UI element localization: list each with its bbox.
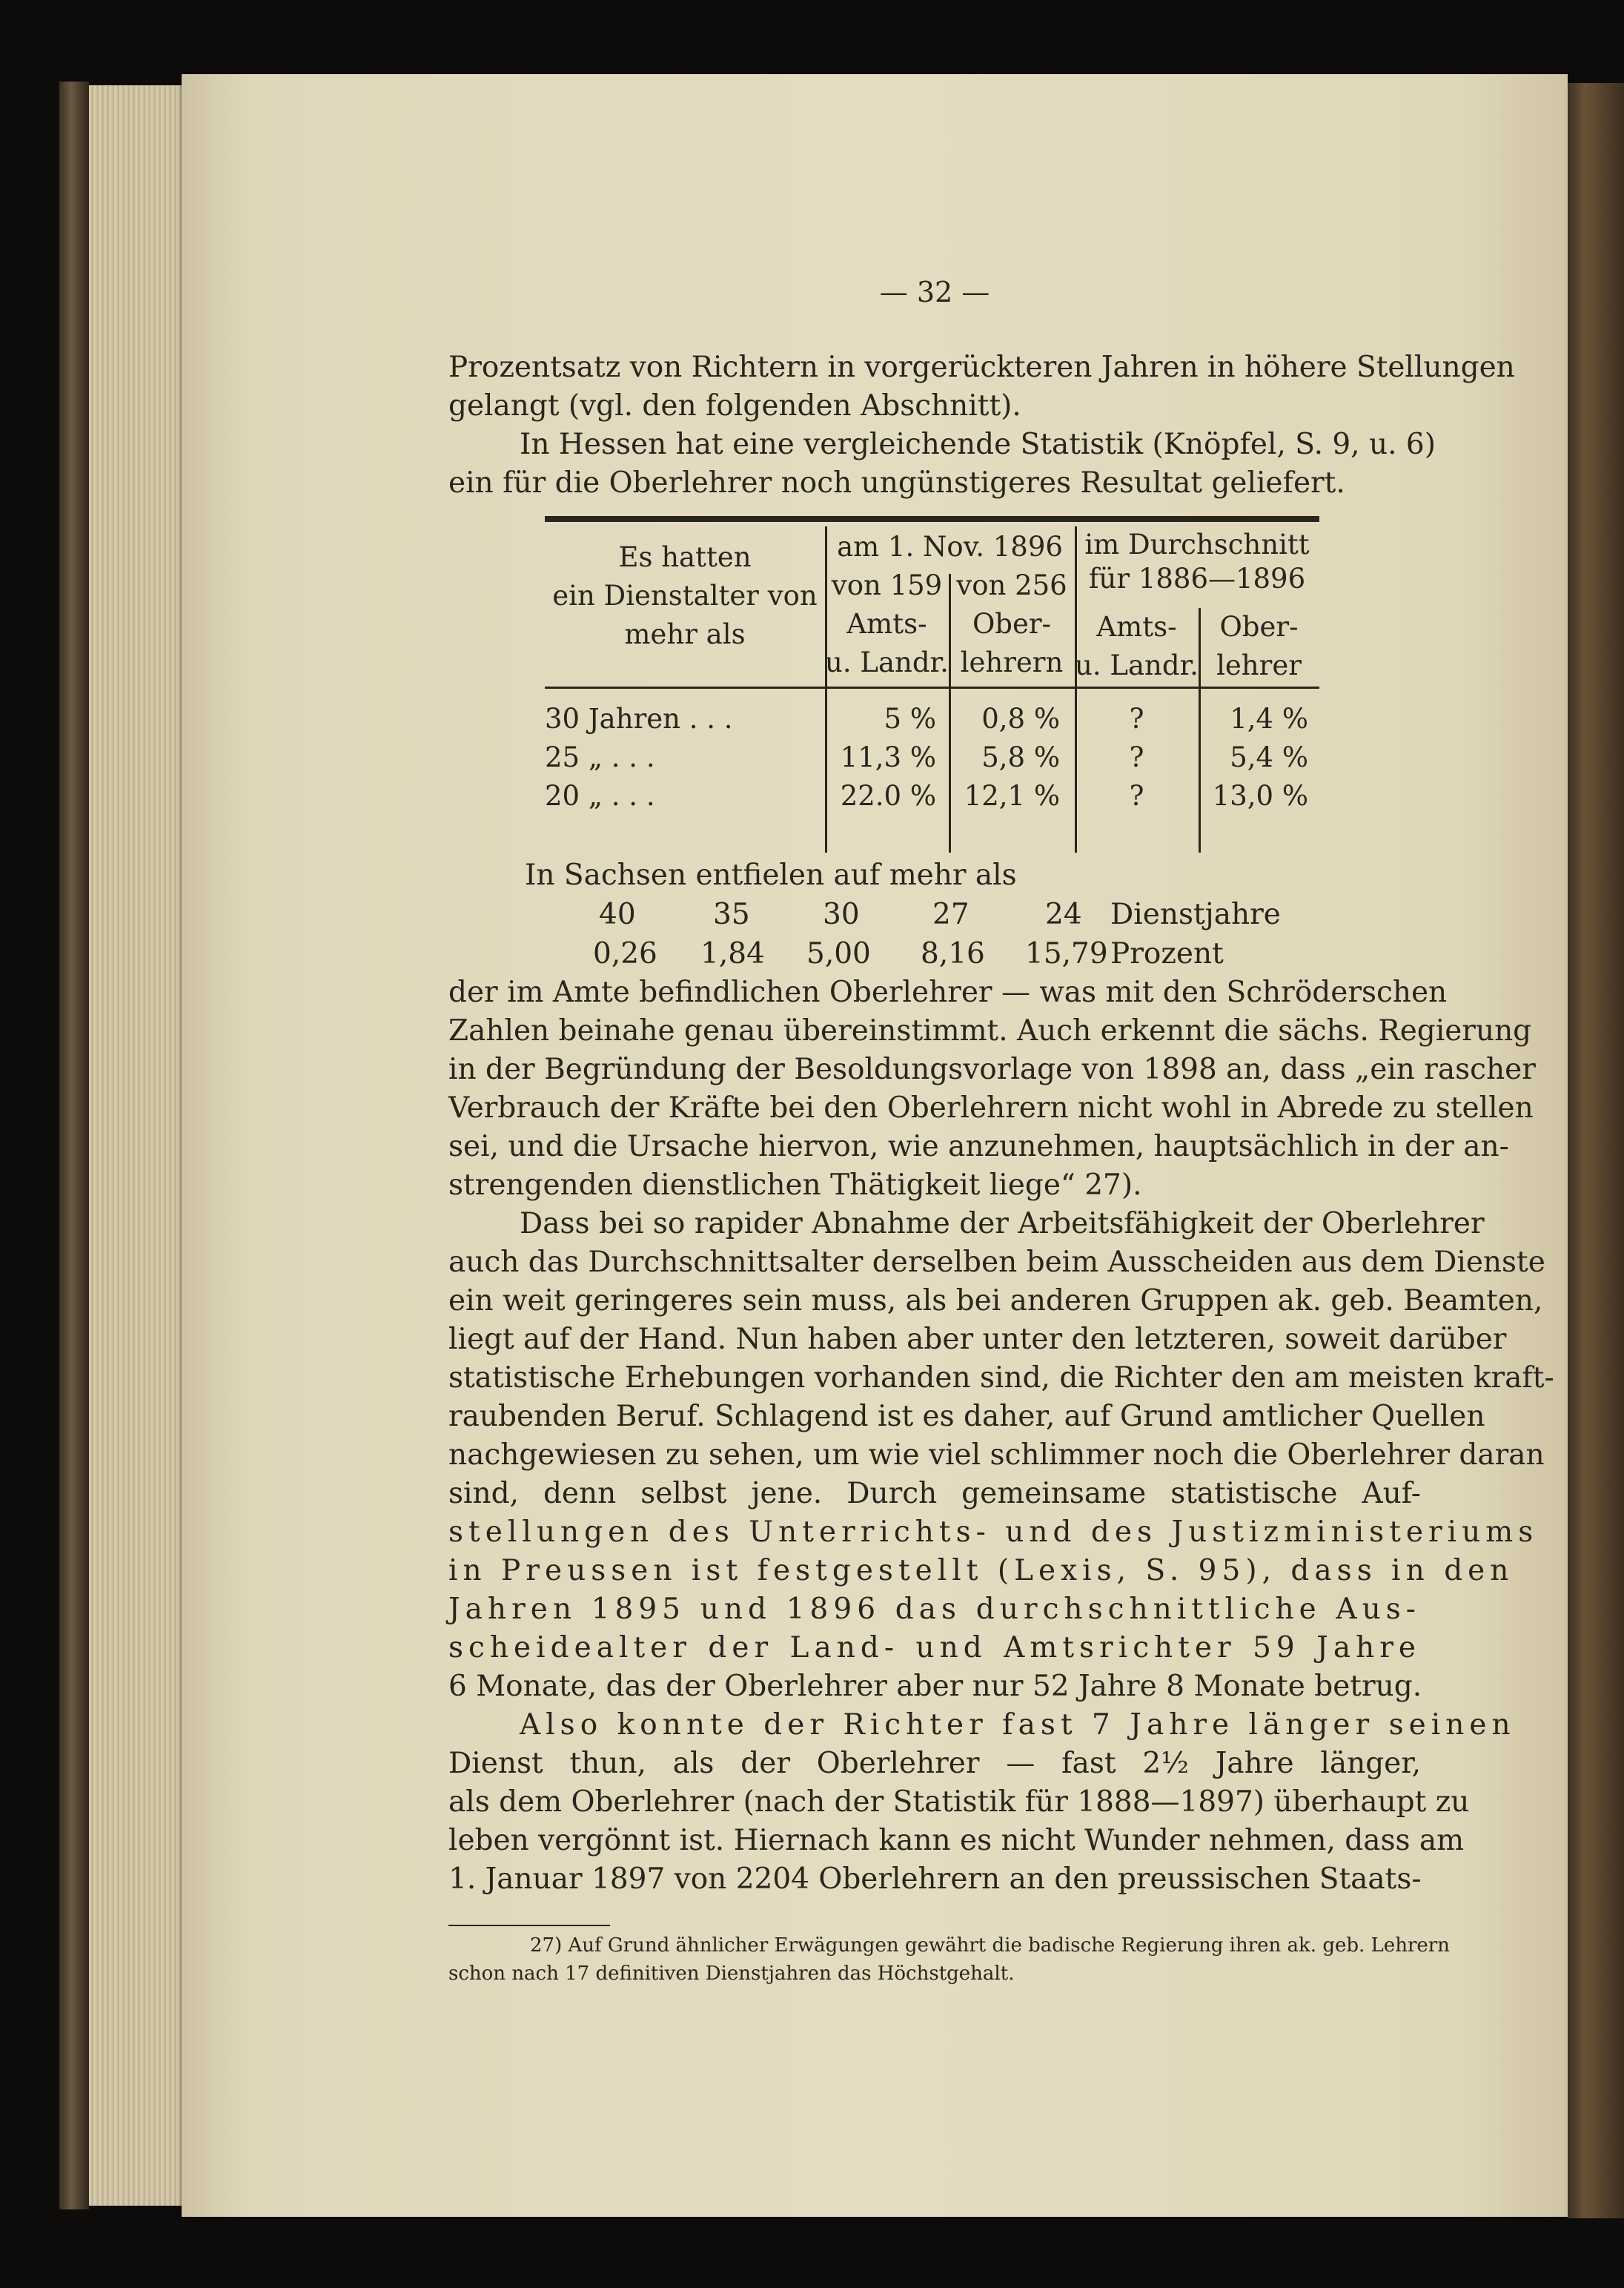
sachsen-percent-label: Prozent xyxy=(1110,937,1224,971)
table-cell: 0,8 % xyxy=(981,703,1060,735)
text-line: Dienst thun, als der Oberlehrer — fast 2½ Jahre länger, xyxy=(448,1747,1421,1780)
footnote-line: schon nach 17 definitiven Dienstjahren das Höchstgehalt. xyxy=(448,1963,1015,1985)
table-cell: 12,1 % xyxy=(964,780,1060,812)
table-cell: 5,8 % xyxy=(981,741,1060,773)
footnote-rule xyxy=(448,1925,610,1926)
table-cell: 22.0 % xyxy=(840,780,936,812)
header-group2-sub1: Amts- u. Landr. xyxy=(1075,611,1199,681)
sachsen-percent: 5,00 xyxy=(806,937,871,971)
table-row-label: 25 „ . . . xyxy=(545,741,655,773)
table-cell: ? xyxy=(1129,741,1144,773)
footnote xyxy=(448,1931,1450,1988)
text-line: scheidealter der Land- und Amtsrichter 59 Jahre xyxy=(448,1631,1421,1664)
header-group1-sub2: von 256 Ober- lehrern xyxy=(956,569,1067,678)
table-cell: 5,4 % xyxy=(1230,741,1308,773)
table-header-rule xyxy=(545,687,1319,689)
text-line: in Preussen ist festgestellt (Lexis, S. 95), dass in den xyxy=(448,1554,1514,1587)
text-line: Also konnte der Richter fast 7 Jahre länger seinen xyxy=(520,1708,1516,1742)
sachsen-year: 30 xyxy=(823,898,860,931)
body-text xyxy=(448,973,1554,1899)
table-top-rule xyxy=(545,516,1319,522)
sachsen-percent: 0,26 xyxy=(593,937,657,971)
page-edges xyxy=(89,85,185,2206)
sachsen-percent: 8,16 xyxy=(921,937,985,971)
text-line: sei, und die Ursache hiervon, wie anzunehmen, hauptsächlich in der an- xyxy=(448,1130,1509,1163)
text-line: auch das Durchschnittsalter derselben beim Ausscheiden aus dem Dienste xyxy=(448,1246,1545,1279)
header-group1-sub1: von 159 Amts- u. Landr. xyxy=(825,569,949,678)
sachsen-years-label: Dienstjahre xyxy=(1110,898,1281,931)
table-cell: ? xyxy=(1129,703,1144,735)
text-line: gelangt (vgl. den folgenden Abschnitt). xyxy=(448,389,1021,423)
footnote-line: 27) Auf Grund ähnlicher Erwägungen gewährt die badische Regierung ihren ak. geb. Lehrern xyxy=(530,1934,1450,1957)
sachsen-percent: 1,84 xyxy=(700,937,765,971)
table-cell: 11,3 % xyxy=(840,741,936,773)
text-line: Zahlen beinahe genau übereinstimmt. Auch erkennt die sächs. Regierung xyxy=(448,1014,1532,1048)
sachsen-percent: 15,79 xyxy=(1025,937,1108,971)
text-line: Prozentsatz von Richtern in vorgerückteren Jahren in höhere Stellungen xyxy=(448,351,1515,384)
text-line: der im Amte befindlichen Oberlehrer — was mit den Schröderschen xyxy=(448,976,1448,1009)
text-line: als dem Oberlehrer (nach der Statistik für 1888—1897) überhaupt zu xyxy=(448,1785,1470,1819)
table-cell: 13,0 % xyxy=(1212,780,1308,812)
intro-paragraph xyxy=(448,348,1515,503)
text-line: strengenden dienstlichen Thätigkeit liege“ 27). xyxy=(448,1168,1142,1202)
page-number: — 32 — xyxy=(879,276,990,308)
text-line: Jahren 1895 und 1896 das durchschnittliche Aus- xyxy=(448,1593,1421,1626)
text-line: raubenden Beruf. Schlagend ist es daher, auf Grund amtlicher Quellen xyxy=(448,1400,1485,1433)
text-line: Dass bei so rapider Abnahme der Arbeitsfähigkeit der Oberlehrer xyxy=(520,1207,1485,1240)
text-line: ein für die Oberlehrer noch ungünstigeres Resultat geliefert. xyxy=(448,466,1345,500)
text-line: statistische Erhebungen vorhanden sind, die Richter den am meisten kraft- xyxy=(448,1361,1554,1395)
text-line: leben vergönnt ist. Hiernach kann es nicht Wunder nehmen, dass am xyxy=(448,1824,1465,1857)
table-cell: 1,4 % xyxy=(1230,703,1308,735)
book-spine xyxy=(59,82,89,2209)
sachsen-year: 27 xyxy=(932,898,970,931)
header-group2-sub2: Ober- lehrer xyxy=(1216,611,1302,681)
text-line: Verbrauch der Kräfte bei den Oberlehrern nicht wohl in Abrede zu stellen xyxy=(448,1091,1534,1125)
text-line: sind, denn selbst jene. Durch gemeinsame statistische Auf- xyxy=(448,1477,1421,1510)
facing-page-edge xyxy=(1568,83,1624,2218)
sachsen-year: 40 xyxy=(599,898,636,931)
text-line: In Hessen hat eine vergleichende Statistik (Knöpfel, S. 9, u. 6) xyxy=(520,428,1436,461)
sachsen-intro: In Sachsen entfielen auf mehr als xyxy=(525,859,1017,892)
text-line: 6 Monate, das der Oberlehrer aber nur 52 Jahre 8 Monate betrug. xyxy=(448,1670,1422,1703)
text-line: ein weit geringeres sein muss, als bei anderen Gruppen ak. geb. Beamten, xyxy=(448,1284,1543,1317)
table-cell: ? xyxy=(1129,780,1144,812)
text-line: 1. Januar 1897 von 2204 Oberlehrern an den preussischen Staats- xyxy=(448,1862,1422,1896)
table-row-label: 30 Jahren . . . xyxy=(545,703,733,735)
text-line: nachgewiesen zu sehen, um wie viel schlimmer noch die Oberlehrer daran xyxy=(448,1438,1545,1472)
header-col1: Es hatten ein Dienstalter von mehr als xyxy=(552,541,818,650)
text-line: liegt auf der Hand. Nun haben aber unter den letzteren, soweit darüber xyxy=(448,1323,1507,1356)
text-line: in der Begründung der Besoldungsvorlage von 1898 an, dass „ein rascher xyxy=(448,1053,1536,1086)
table-row-label: 20 „ . . . xyxy=(545,780,655,812)
header-group2: im Durchschnitt für 1886—1896 xyxy=(1084,529,1310,595)
statistics-table xyxy=(545,516,1319,850)
table-cell: 5 % xyxy=(884,703,936,735)
sachsen-year: 24 xyxy=(1045,898,1082,931)
header-group1: am 1. Nov. 1896 xyxy=(837,531,1063,563)
text-line: stellungen des Unterrichts- und des Justizministeriums xyxy=(448,1515,1539,1549)
sachsen-year: 35 xyxy=(713,898,750,931)
